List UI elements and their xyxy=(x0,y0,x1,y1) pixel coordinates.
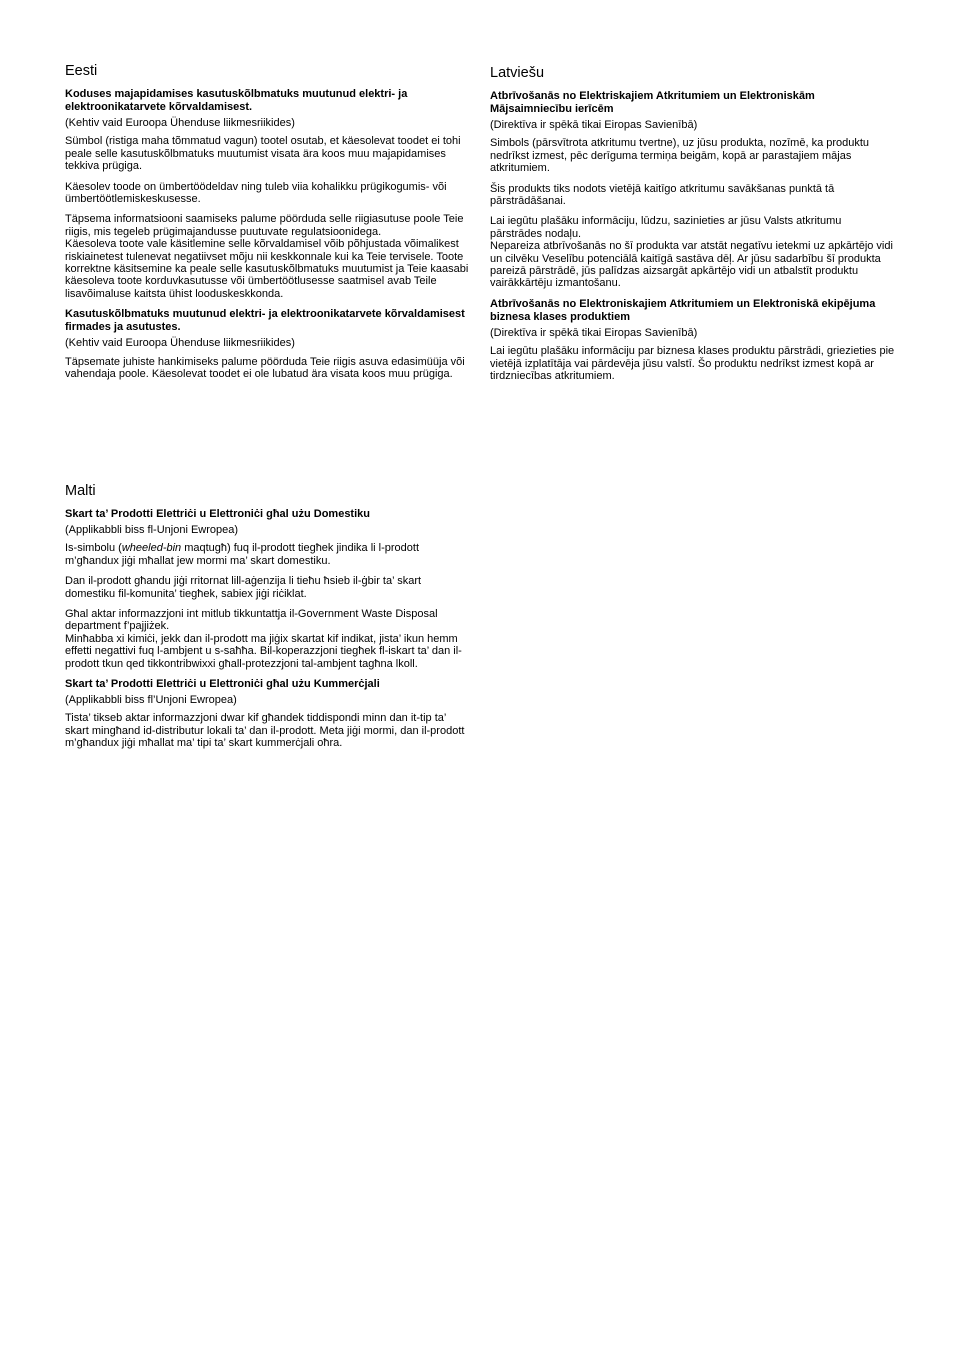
heading-business-malti: Skart ta’ Prodotti Elettriċi u Elettroniċi għal użu Kummerċjali xyxy=(65,678,380,691)
paragraph-symbol-latviesu: Simbols (pārsvītrota atkritumu tvertne), uz jūsu produkta, nozīmē, ka produktu nedrīkst izmest, pēc derīguma termiņa beigām, kopā ar parastajiem mājas atkritumiem. xyxy=(490,137,870,175)
applicability-note-2-latviesu: (Direktīva ir spēkā tikai Eiropas Savienībā) xyxy=(490,326,698,339)
paragraph-symbol-eesti: Sümbol (ristiga maha tõmmatud vagun) tootel osutab, et käesolevat toodet ei tohi peale selle kasutuskõlbmatuks muutumist visata ära koos muu majapidamises tekkiva prügiga. xyxy=(65,135,461,173)
paragraph-impact-latviesu: Nepareiza atbrīvošanās no šī produkta var atstāt negatīvu ietekmi uz apkārtējo vidi un cilvēku Veselību potenciālā kaitīgā sastāva dēļ. Ar jūsu sadarbību šī produkta pareizā pārstrādē, jūs palīdzas aizsargāt apkārtējo vidi un atbalstīt produktu vairākkārtēju izmantošanu. xyxy=(490,240,893,290)
paragraph-info-eesti: Täpsema informatsiooni saamiseks palume pöörduda selle riigiasutuse poole Teie riigis, mis tegeleb prügimajandusse puutuvate regulatsioonidega. xyxy=(65,213,464,238)
applicability-note-eesti: (Kehtiv vaid Euroopa Ühenduse liikmesriikides) xyxy=(65,117,295,129)
section-malti xyxy=(65,482,470,758)
paragraph-business-latviesu: Lai iegūtu plašāku informāciju par biznesa klases produktu pārstrādi, griezieties pie vietējā izplatītāja vai pārdevēja jūsu valstī. Šo produktu nedrīkst izmest kopā ar tirdzniecības atkritumiem. xyxy=(490,345,895,383)
heading-business-eesti: Kasutuskõlbmatuks muutunud elektri- ja elektroonikatarvete kõrvaldamisest firmades ja asutustes. xyxy=(65,308,465,334)
applicability-note-2-malti: (Applikabbli biss fl’Unjoni Ewropea) xyxy=(65,694,237,707)
symbol-text-end: maqtugħ) fuq il-prodott tiegħek jindika li l-prodott m’għandux jiġi mħallat jew mormi ma’ skart domestiku. xyxy=(65,542,420,567)
heading-household-eesti: Koduses majapidamises kasutuskõlbmatuks muutunud elektri- ja elektroonikatarvete kõrvaldamisest. xyxy=(65,88,408,113)
paragraph-business-malti: Tista’ tikseb aktar informazzjoni dwar kif għandek tiddispondi minn dan it-tip ta’ skart mingħand id-distributur lokali ta’ dan il-prodott. Meta jiġi mormi, dan il-prodott m’għandux jiġi mħallat ma’ tipi ta’ skart kummerċjali oħra. xyxy=(65,712,465,750)
symbol-term: wheeled-bin xyxy=(121,542,182,555)
section-latviesu xyxy=(490,64,895,391)
paragraph-recycling-malti: Dan il-prodott għandu jiġi rritornat lill-aġenzija li tieħu ħsieb il-ġbir ta’ skart domestiku fil-komunita’ tiegħek, sabiex jiġi riċiklat. xyxy=(65,575,422,600)
applicability-note-malti: (Applikabbli biss fl-Unjoni Ewropea) xyxy=(65,524,239,536)
section-title-malti: Malti xyxy=(65,483,96,499)
section-title-eesti: Eesti xyxy=(65,63,98,79)
symbol-text-start: Is-simbolu ( xyxy=(65,542,122,555)
section-eesti xyxy=(65,62,470,389)
applicability-note-latviesu: (Direktīva ir spēkā tikai Eiropas Savienībā) xyxy=(490,119,698,131)
section-title-latviesu: Latviešu xyxy=(490,65,545,81)
paragraph-recycling-eesti: Käesolev toode on ümbertöödeldav ning tuleb viia kohalikku prügikogumis- või ümbertöötlemiskeskusesse. xyxy=(65,180,447,206)
paragraph-business-eesti: Täpsemate juhiste hankimiseks palume pöörduda Teie riigis asuva edasimüüja või vahendaja poole. Käesolevat toodet ei ole lubatud ära visata koos muu prügiga. xyxy=(65,355,465,381)
heading-business-latviesu: Atbrīvošanās no Elektroniskajiem Atkritumiem un Elektroniskā ekipējuma biznesa klases produktiem xyxy=(490,297,876,323)
paragraph-info-malti: Għal aktar informazzjoni int mitlub tikkuntattja il-Government Waste Disposal department f’pajjiżek. xyxy=(65,608,438,633)
applicability-note-2-eesti: (Kehtiv vaid Euroopa Ühenduse liikmesriikides) xyxy=(65,337,295,350)
paragraph-impact-eesti: Käesoleva toote vale käsitlemine selle kõrvaldamisel võib põhjustada võimalikest riskiainetest tulenevat negatiivset mõju nii keskkonnale kui ka Teie tervisele. Toote korrektne käsitsemine ka peale selle kasutuskõlbmatuks muutumist ja Teie kaasabi käesoleva toote korduvkasutusse või ümbertöötlusesse saatmisel avab Teile lisavõimaluse kaitsta ühist looduskeskkonda. xyxy=(65,238,469,300)
heading-household-latviesu: Atbrīvošanās no Elektriskajiem Atkritumiem un Elektroniskām Mājsaimniecību ierīcēm xyxy=(490,90,815,115)
paragraph-impact-malti: Minħabba xi kimiċi, jekk dan il-prodott ma jiġix skartat kif indikat, jista’ ikun hemm effetti negattivi fuq l-ambjent u s-saħħa. Bil-koperazzjoni tiegħek fl-iskart ta’ dan il-prodott tkun qed tikkontribwixxi għall-protezzjoni tal-ambjent tagħna lkoll. xyxy=(65,632,462,670)
paragraph-recycling-latviesu: Šis produkts tiks nodots vietējā kaitīgo atkritumu savākšanas punktā tā pārstrādāšanai. xyxy=(490,182,835,208)
heading-household-malti: Skart ta’ Prodotti Elettriċi u Elettroniċi għal użu Domestiku xyxy=(65,508,370,520)
paragraph-symbol-malti xyxy=(65,542,470,567)
paragraph-info-latviesu: Lai iegūtu plašāku informāciju, lūdzu, sazinieties ar jūsu Valsts atkritumu pārstrādes nodaļu. xyxy=(490,215,842,240)
